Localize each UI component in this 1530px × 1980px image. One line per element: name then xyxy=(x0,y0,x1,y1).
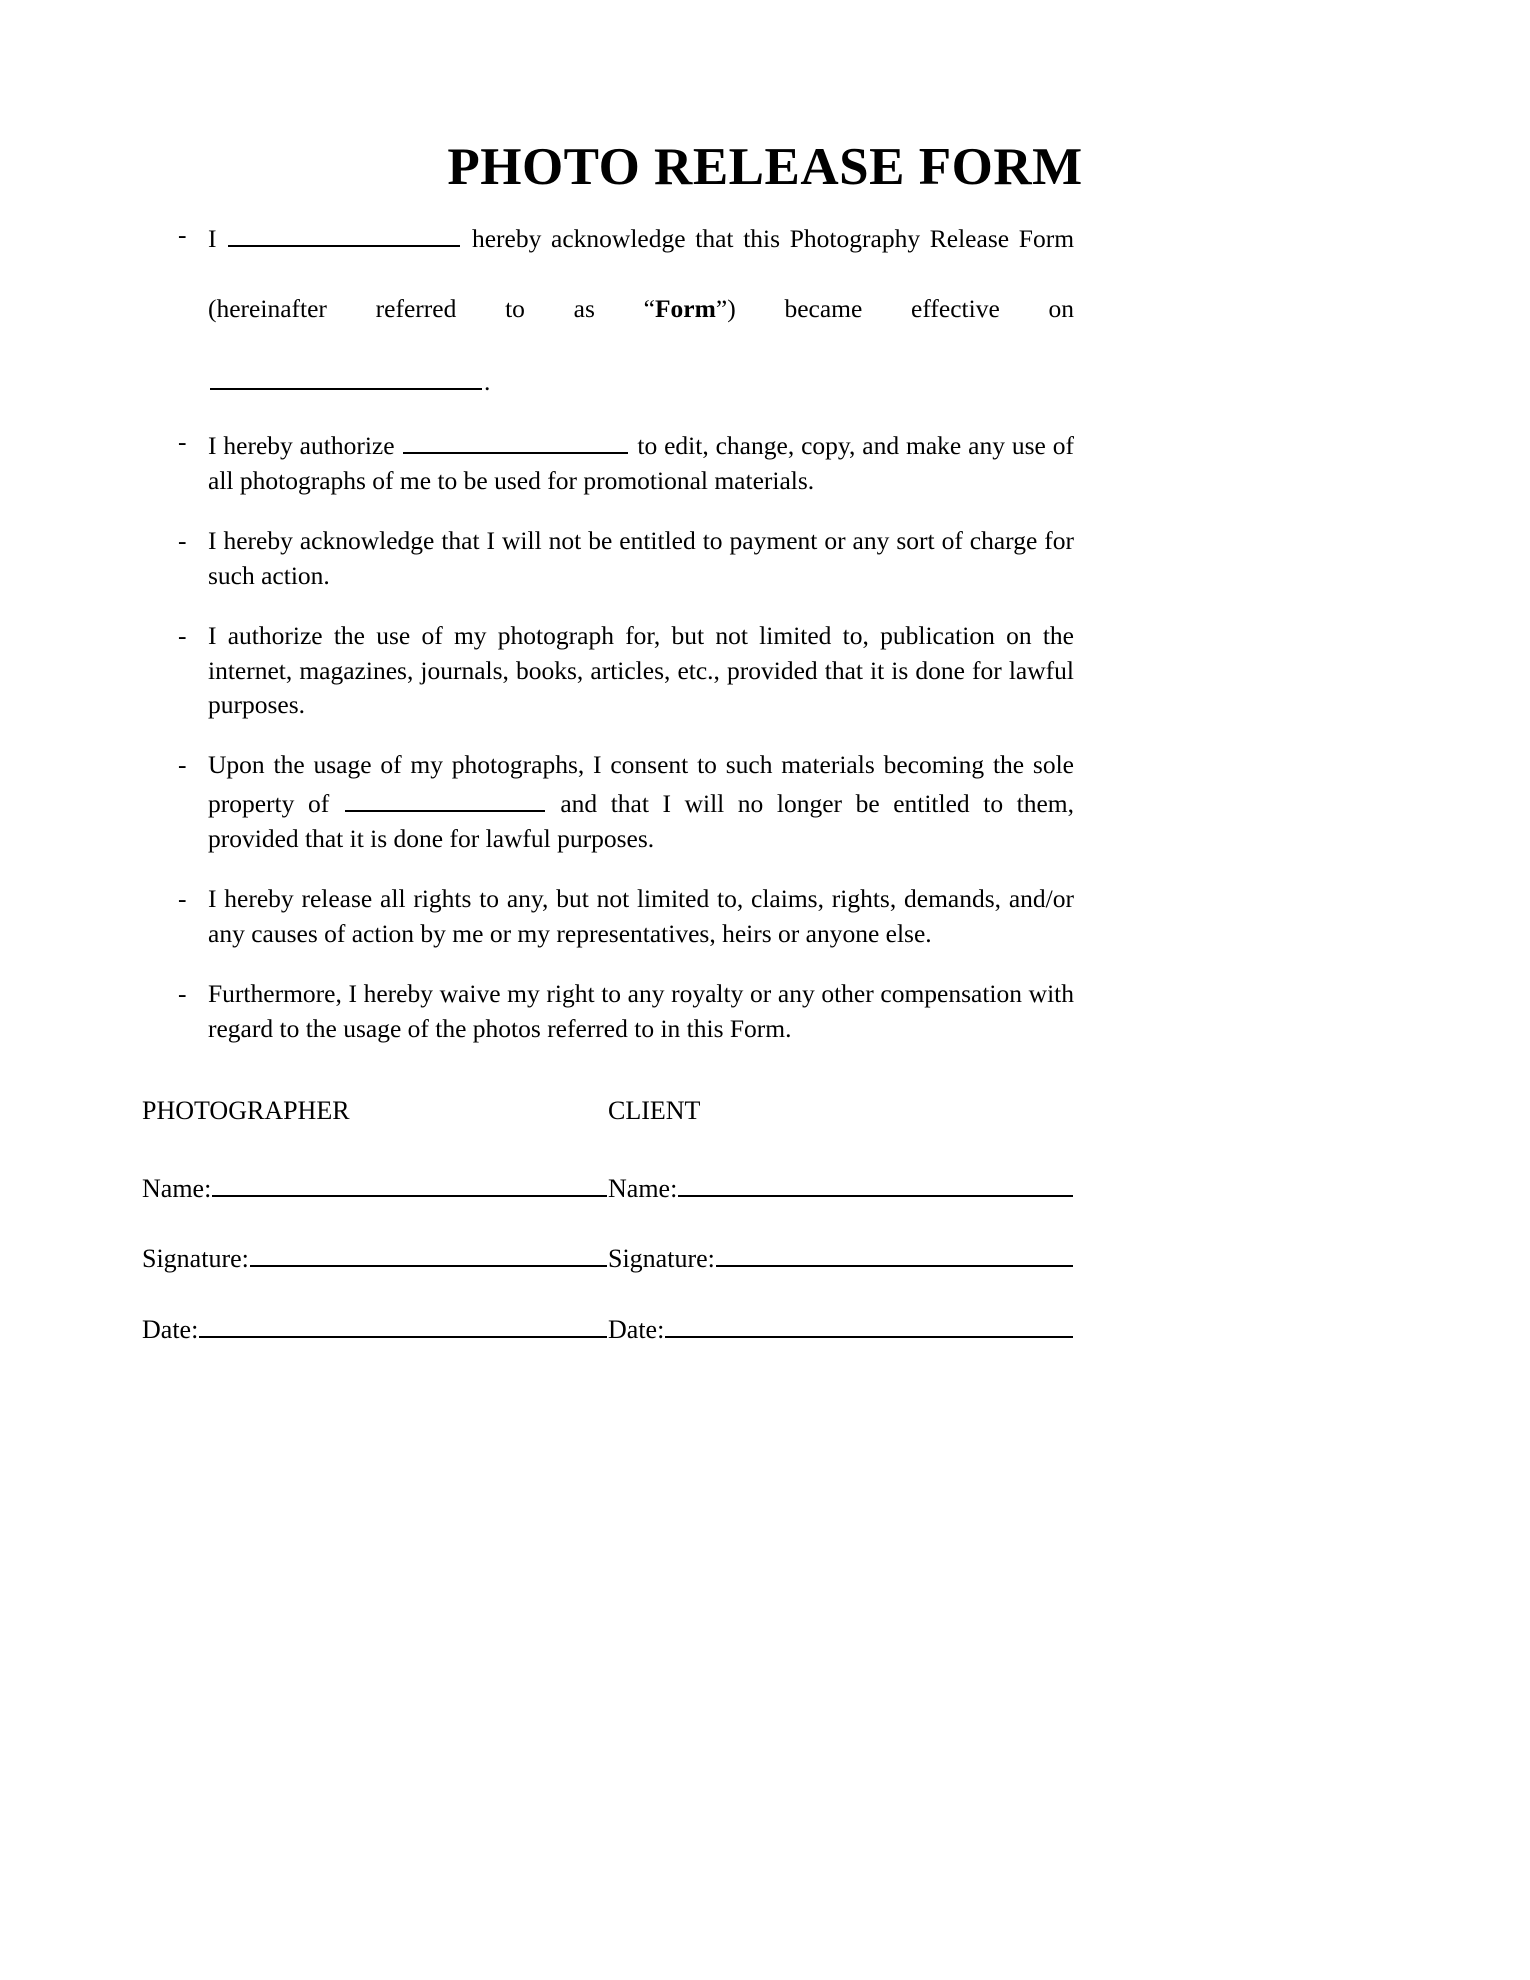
clause-text: . xyxy=(484,367,491,397)
clause-text: hereby acknowledge that this Photography Release Form xyxy=(471,223,1075,253)
client-signature-row xyxy=(608,1239,1073,1275)
photographer-name-label: Name: xyxy=(142,1173,212,1203)
clause-text: became effective on xyxy=(784,293,1075,323)
clause-release-rights xyxy=(178,882,1074,952)
photographer-date-field[interactable] xyxy=(199,1310,607,1339)
photographer-date-label: Date: xyxy=(142,1315,199,1345)
client-signature-field[interactable] xyxy=(716,1239,1073,1268)
clause-text: I hereby authorize xyxy=(208,430,395,460)
quote-close: ”) xyxy=(715,293,736,323)
bullet-marker: - xyxy=(178,525,187,555)
bullet-marker: - xyxy=(178,427,187,457)
clause-text: Furthermore, I hereby waive my right to any royalty or any other compensation with regard to the usage of the photos referred to in this Form. xyxy=(208,978,1074,1043)
page-title: PHOTO RELEASE FORM xyxy=(447,138,1083,196)
clause-line xyxy=(208,292,1074,362)
bullet-marker: - xyxy=(178,978,187,1008)
clause-text: Upon the usage of my photographs, I consent to such materials becoming the sole property of xyxy=(208,750,1074,819)
client-column xyxy=(608,1095,1073,1345)
client-name-row xyxy=(608,1168,1073,1204)
client-date-label: Date: xyxy=(608,1315,665,1345)
clause-text: (hereinafter referred to as xyxy=(208,293,595,323)
clause-text: to edit, change, copy, and make any use of all photographs of me to be used for promotional materials. xyxy=(208,430,1074,495)
clause-authorize-use xyxy=(178,619,1074,724)
client-name-field[interactable] xyxy=(678,1168,1073,1197)
client-date-field[interactable] xyxy=(665,1310,1073,1339)
client-heading: CLIENT xyxy=(608,1096,701,1125)
clause-text: and that I will no longer be entitled to them, provided that it is done for lawful purposes. xyxy=(208,789,1074,853)
client-date-row xyxy=(608,1310,1073,1346)
clause-line xyxy=(208,218,1074,292)
client-name-label: Name: xyxy=(608,1173,678,1203)
clause-no-payment xyxy=(178,524,1074,594)
bullet-marker: - xyxy=(178,220,187,249)
clause-text: I authorize the use of my photograph for, but not limited to, publication on the internet, magazines, journals, books, articles, etc., provided that it is done for lawful purposes. xyxy=(208,620,1074,720)
bullet-marker: - xyxy=(178,620,187,650)
bullet-marker: - xyxy=(178,883,187,913)
fill-in-blank-name[interactable] xyxy=(228,218,460,247)
clause-acknowledgement xyxy=(178,218,1074,400)
photographer-name-row xyxy=(142,1168,607,1204)
clause-authorize-edit xyxy=(178,425,1074,499)
clause-text: I hereby release all rights to any, but not limited to, claims, rights, demands, and/or any causes of action by me or my representatives, heirs or anyone else. xyxy=(208,883,1074,948)
photographer-signature-label: Signature: xyxy=(142,1244,249,1274)
clause-text: I hereby acknowledge that I will not be entitled to payment or any sort of charge for such action. xyxy=(208,525,1074,590)
photographer-date-row xyxy=(142,1310,607,1346)
photographer-column xyxy=(142,1095,607,1345)
clause-waive-royalty xyxy=(178,977,1074,1047)
fill-in-blank-date[interactable] xyxy=(210,361,482,390)
clause-sole-property xyxy=(178,748,1074,857)
photographer-heading: PHOTOGRAPHER xyxy=(142,1096,350,1125)
clause-text: I xyxy=(208,223,217,253)
fill-in-blank-property-owner[interactable] xyxy=(345,783,545,812)
photographer-signature-row xyxy=(142,1239,607,1275)
fill-in-blank-authorized-party[interactable] xyxy=(403,425,628,454)
signature-block xyxy=(142,1095,1242,1345)
photographer-signature-field[interactable] xyxy=(250,1239,607,1268)
bullet-marker: - xyxy=(178,750,187,780)
term-form: Form xyxy=(654,293,716,323)
client-signature-label: Signature: xyxy=(608,1244,715,1274)
quote-open: “ xyxy=(643,293,655,323)
clause-list xyxy=(178,218,1074,1047)
photographer-name-field[interactable] xyxy=(212,1168,607,1197)
clause-line xyxy=(208,361,1074,400)
